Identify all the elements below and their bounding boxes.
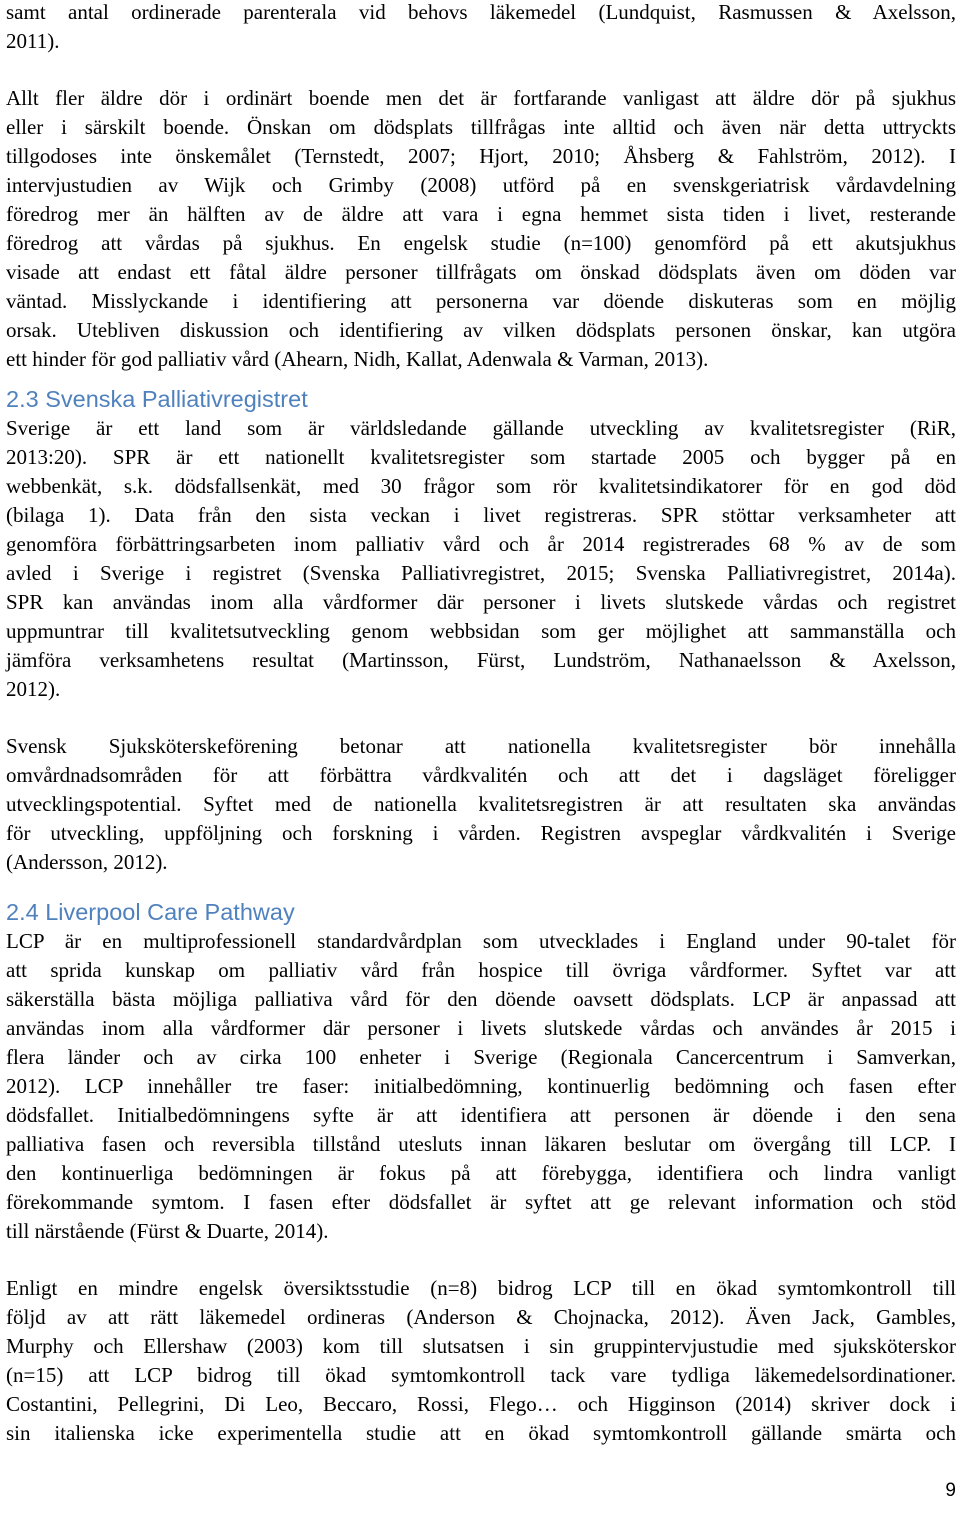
- text-line: 2012).: [6, 677, 61, 701]
- text-line: föredrog mer än hälften av de äldre att vara i egna hemmet sista tiden i livet, resterande: [6, 202, 956, 226]
- section-2-3-paragraph-a: [6, 414, 956, 704]
- text-line: förekommande symtom. I fasen efter dödsfallet är syftet att ge relevant information och stöd: [6, 1190, 956, 1214]
- text-line: omvårdnadsområden för att förbättra vårdkvalitén och att det i dagsläget föreligger: [6, 763, 956, 787]
- text-line: (bilaga 1). Data från den sista veckan i livet registreras. SPR stöttar verksamheter att: [6, 503, 956, 527]
- text-line: orsak. Utebliven diskussion och identifiering av vilken dödsplats personen önskar, kan utgöra: [6, 318, 956, 342]
- text-line: avled i Sverige i registret (Svenska Palliativregistret, 2015; Svenska Palliativregistret, 2014a).: [6, 561, 956, 585]
- text-line: Svensk Sjuksköterskeförening betonar att nationella kvalitetsregister bör innehålla: [6, 734, 956, 758]
- text-line: flera länder och av cirka 100 enheter i Sverige (Regionala Cancercentrum i Samverkan,: [6, 1045, 956, 1069]
- text-line: Allt fler äldre dör i ordinärt boende men det är fortfarande vanligast att äldre dör på sjukhus: [6, 86, 956, 110]
- section-2-4-paragraph-a: [6, 927, 956, 1246]
- section-2-4-paragraph-b: [6, 1274, 956, 1448]
- text-line: palliativa fasen och reversibla tillstånd utesluts innan läkaren beslutar om övergång till LCP. I: [6, 1132, 956, 1156]
- text-line: att sprida kunskap om palliativ vård från hospice till övriga vårdformer. Syftet var att: [6, 958, 956, 982]
- text-line: visade att endast ett fåtal äldre personer tillfrågats om önskad dödsplats även om döden var: [6, 260, 956, 284]
- text-line: för utveckling, uppföljning och forskning i vården. Registren avspeglar vårdkvalitén i Sverige: [6, 821, 956, 845]
- text-line: SPR kan användas inom alla vårdformer där personer i livets slutskede vårdas och registret: [6, 590, 956, 614]
- page-number: 9: [945, 1480, 956, 1501]
- text-line: den kontinuerliga bedömningen är fokus på att förebygga, identifiera och lindra vanligt: [6, 1161, 956, 1185]
- text-line: sin italienska icke experimentella studie att en ökad symtomkontroll gällande smärta och: [6, 1421, 956, 1445]
- text-line: utvecklingspotential. Syftet med de nationella kvalitetsregistren är att resultaten ska användas: [6, 792, 956, 816]
- text-line: samt antal ordinerade parenterala vid behovs läkemedel (Lundquist, Rasmussen & Axelsson,: [6, 0, 956, 24]
- text-line: LCP är en multiprofessionell standardvårdplan som utvecklades i England under 90-talet för: [6, 929, 956, 953]
- section-heading-2-4: 2.4 Liverpool Care Pathway: [6, 899, 295, 925]
- text-line: till närstående (Fürst & Duarte, 2014).: [6, 1219, 329, 1243]
- section-heading-2-3: 2.3 Svenska Palliativregistret: [6, 386, 308, 412]
- text-line: Murphy och Ellershaw (2003) kom till slutsatsen i sin gruppintervjustudie med sjuksköterskor: [6, 1334, 956, 1358]
- text-line: Sverige är ett land som är världsledande gällande utveckling av kvalitetsregister (RiR,: [6, 416, 956, 440]
- text-line: väntad. Misslyckande i identifiering att personerna var döende diskuteras som en möjlig: [6, 289, 956, 313]
- text-line: dödsfallet. Initialbedömningens syfte är att identifiera att personen är döende i den sena: [6, 1103, 956, 1127]
- text-line: användas inom alla vårdformer där personer i livets slutskede vårdas och användes år 2015 i: [6, 1016, 956, 1040]
- text-line: Costantini, Pellegrini, Di Leo, Beccaro, Rossi, Flego… och Higginson (2014) skriver dock i: [6, 1392, 956, 1416]
- text-line: webbenkät, s.k. dödsfallsenkät, med 30 frågor som rör kvalitetsindikatorer för en god död: [6, 474, 956, 498]
- text-line: 2012). LCP innehåller tre faser: initialbedömning, kontinuerlig bedömning och fasen efter: [6, 1074, 956, 1098]
- text-line: Enligt en mindre engelsk översiktsstudie (n=8) bidrog LCP till en ökad symtomkontroll till: [6, 1276, 956, 1300]
- paragraph-1: [6, 0, 956, 56]
- section-2-3-paragraph-b: [6, 732, 956, 877]
- text-line: säkerställa bästa möjliga palliativa vård för den döende oavsett dödsplats. LCP är anpassad att: [6, 987, 956, 1011]
- text-line: föredrog att vårdas på sjukhus. En engelsk studie (n=100) genomförd på ett akutsjukhus: [6, 231, 956, 255]
- text-line: (n=15) att LCP bidrog till ökad symtomkontroll tack vare tydliga läkemedelsordinationer.: [6, 1363, 956, 1387]
- text-line: uppmuntrar till kvalitetsutveckling genom webbsidan som ger möjlighet att sammanställa och: [6, 619, 956, 643]
- text-line: 2013:20). SPR är ett nationellt kvalitetsregister som startade 2005 och bygger på en: [6, 445, 956, 469]
- text-line: följd av att rätt läkemedel ordineras (Anderson & Chojnacka, 2012). Även Jack, Gambles,: [6, 1305, 956, 1329]
- text-line: ett hinder för god palliativ vård (Ahearn, Nidh, Kallat, Adenwala & Varman, 2013).: [6, 347, 709, 371]
- text-line: genomföra förbättringsarbeten inom palliativ vård och år 2014 registrerades 68 % av de som: [6, 532, 956, 556]
- text-line: intervjustudien av Wijk och Grimby (2008) utförd på en svenskgeriatrisk vårdavdelning: [6, 173, 956, 197]
- text-line: 2011).: [6, 29, 60, 53]
- paragraph-2: [6, 84, 956, 374]
- text-line: (Andersson, 2012).: [6, 850, 168, 874]
- document-page: [6, 0, 956, 1448]
- text-line: tillgodoses inte önskemålet (Ternstedt, 2007; Hjort, 2010; Åhsberg & Fahlström, 2012). I: [6, 144, 956, 168]
- text-line: jämföra verksamhetens resultat (Martinsson, Fürst, Lundström, Nathanaelsson & Axelsson,: [6, 648, 956, 672]
- text-line: eller i särskilt boende. Önskan om dödsplats tillfrågas inte alltid och även när detta uttryckts: [6, 115, 956, 139]
